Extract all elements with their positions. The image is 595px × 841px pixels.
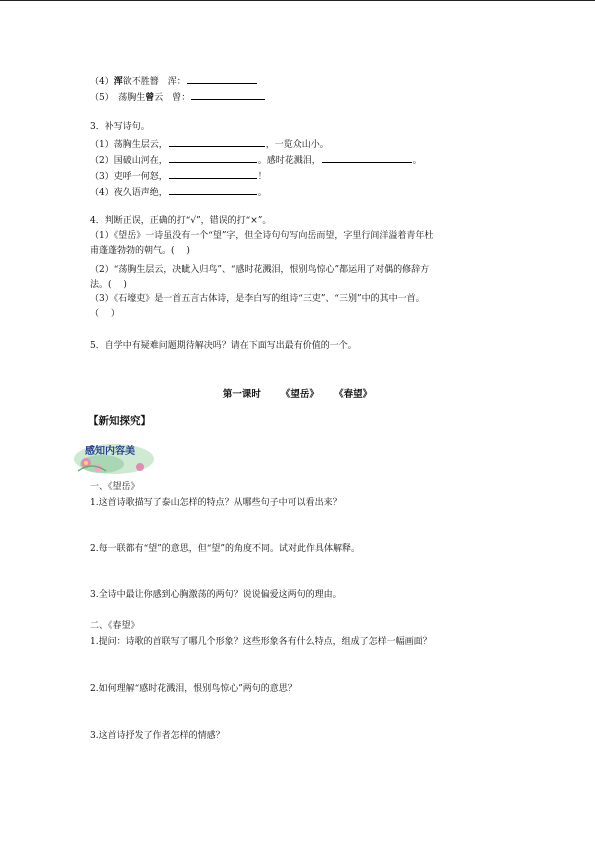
answer-blank[interactable] (187, 74, 257, 84)
q3-line-3: （3）吏呼一何怒， ！ (90, 169, 267, 183)
part1-q2: 2.每一联都有“望”的意思，但“望”的角度不同。试对此作具体解释。 (90, 544, 360, 554)
answer-blank[interactable] (322, 153, 412, 163)
q4-statement-2-cont: 法。( ) (90, 280, 127, 290)
answer-blank[interactable] (191, 90, 265, 100)
badge-label: 感知内容美 (85, 446, 135, 457)
section-badge-image (72, 437, 156, 475)
answer-blank[interactable] (169, 137, 265, 147)
q4-statement-3-cont: （ ） (90, 309, 120, 319)
answer-blank[interactable] (169, 185, 257, 195)
part1-heading: 一、《望岳》 (90, 482, 140, 492)
top-rule (0, 0, 595, 1)
answer-blank[interactable] (169, 153, 257, 163)
part2-q1: 1.提问：诗歌的首联写了哪几个形象？这些形象各有什么特点，组成了怎样一幅画面？ (90, 637, 432, 647)
part1-q3: 3.全诗中最让你感到心胸激荡的两句？说说偏爱这两句的理由。 (90, 590, 342, 600)
part2-q2: 2.如何理解“感时花溅泪，恨别鸟惊心”两句的意思？ (90, 684, 297, 694)
q5-text: 5．自学中有疑难问题期待解决吗？请在下面写出最有价值的一个。 (90, 341, 357, 351)
q3-heading: 3．补写诗句。 (90, 122, 150, 132)
lesson-title: 第一课时 《望岳》 《春望》 (222, 389, 373, 400)
q4-heading: 4．判断正误，正确的打“√”，错误的打“×”。 (90, 216, 272, 226)
q4-statement-1-cont: 甫蓬蓬勃勃的朝气。( ) (90, 246, 190, 256)
q4-statement-2: （2）“荡胸生层云，决眦入归鸟”、“感时花溅泪，恨别鸟惊心”都运用了对偶的修辞方 (90, 265, 430, 275)
section-heading: 【新知探究】 (88, 415, 151, 427)
q3-line-2: （2）国破山河在， 。感时花溅泪， 。 (90, 153, 422, 167)
part1-q1: 1.这首诗歌描写了泰山怎样的特点？从哪些句子中可以看出来？ (90, 498, 342, 508)
answer-blank[interactable] (169, 169, 257, 179)
part2-q3: 3.这首诗抒发了作者怎样的情感？ (90, 731, 225, 741)
q4-statement-3: （3）《石壕吏》是一首五言古体诗，是李白写的组诗“三吏”、“三别”中的其中一首。 (90, 294, 425, 304)
vocab-item-4: （4）浑欲不胜簪 浑： (90, 74, 258, 88)
q3-line-4: （4）夜久语声绝， 。 (90, 185, 267, 199)
q3-line-1: （1）荡胸生层云， ，一览众山小。 (90, 137, 329, 151)
part2-heading: 二、《春望》 (90, 621, 140, 631)
q4-statement-1: （1）《望岳》一诗虽没有一个“望”字，但全诗句句写向岳而望，字里行间洋溢着青年杜 (90, 231, 434, 241)
vocab-item-5: （5） 荡胸生曾云 曾： (90, 90, 266, 104)
